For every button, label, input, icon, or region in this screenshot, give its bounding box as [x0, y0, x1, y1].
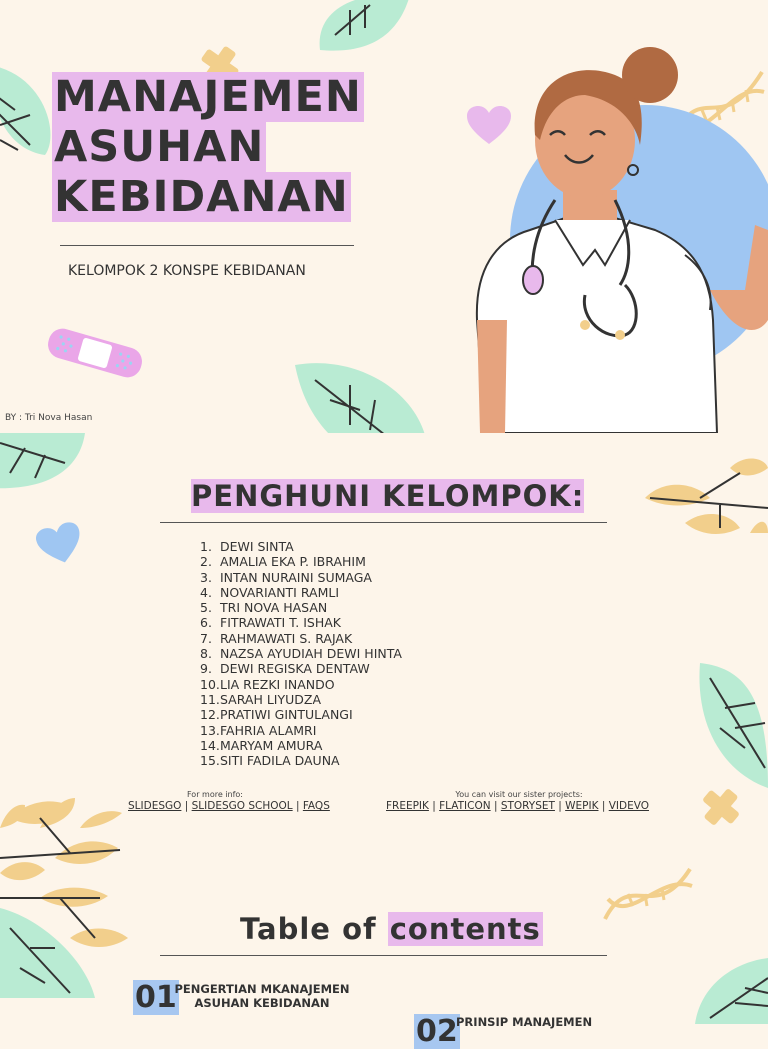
more-info-label: For more info: [186, 790, 243, 799]
list-item [200, 646, 402, 661]
list-item [200, 753, 402, 768]
list-item [200, 554, 402, 569]
title-line: ASUHAN [54, 122, 265, 172]
title-line: MANAJEMEN [54, 72, 362, 122]
divider [60, 245, 354, 246]
subtitle: KELOMPOK 2 KONSPE KEBIDANAN [68, 263, 306, 279]
member-number: 4. [200, 584, 212, 600]
member-name: MARYAM AMURA [220, 737, 323, 753]
more-info-links: SLIDESGO | SLIDESGO SCHOOL | FAQS [128, 800, 330, 812]
member-name: DEWI SINTA [220, 539, 294, 554]
member-number: 1. [200, 539, 212, 554]
member-number: 13. [200, 722, 220, 738]
nurse-illustration [455, 40, 768, 433]
member-name: LIA REZKI INANDO [220, 676, 335, 692]
toc-item-line: PENGERTIAN MKANAJEMEN [174, 982, 350, 996]
divider [160, 522, 607, 523]
toc-item-title [172, 982, 352, 1010]
member-number: 8. [200, 646, 212, 662]
slide-members [0, 433, 768, 828]
member-number: 2. [200, 554, 212, 570]
leaf-icon [690, 958, 768, 1024]
link-videvo[interactable]: VIDEVO [608, 800, 649, 812]
member-name: NAZSA AYUDIAH DEWI HINTA [220, 646, 402, 662]
member-name: INTAN NURAINI SUMAGA [220, 569, 372, 585]
member-name: SITI FADILA DAUNA [220, 753, 340, 769]
slide-title [0, 0, 768, 433]
toc-item-line: PRINSIP MANAJEMEN [456, 1015, 593, 1029]
toc-item[interactable] [414, 1015, 460, 1049]
leaf-icon [695, 658, 768, 788]
member-name: DEWI REGISKA DENTAW [220, 661, 370, 677]
link-slidesgo[interactable]: SLIDESGO [128, 800, 182, 812]
member-number: 5. [200, 600, 212, 616]
list-item [200, 661, 402, 676]
sister-project-links: FREEPIK | FLATICON | STORYSET | WEPIK | VIDEVO [386, 800, 649, 812]
dna-icon [600, 864, 695, 924]
divider [160, 955, 607, 956]
title-line: KEBIDANAN [54, 172, 349, 222]
link-slidesgo-school[interactable]: SLIDESGO SCHOOL [191, 800, 293, 812]
plus-icon [700, 786, 742, 828]
list-item [200, 539, 402, 554]
toc-item-line: ASUHAN KEBIDANAN [194, 996, 330, 1010]
list-item [200, 600, 402, 615]
link-storyset[interactable]: STORYSET [500, 800, 555, 812]
list-item [200, 585, 402, 600]
toc-item-number: 02 [416, 1014, 458, 1049]
member-name: TRI NOVA HASAN [220, 600, 328, 616]
member-number: 10. [200, 676, 220, 692]
leaf-icon [0, 55, 60, 165]
toc-heading-prefix: Table of [240, 912, 388, 946]
bandage-icon [42, 322, 148, 384]
list-item [200, 615, 402, 630]
list-item [200, 570, 402, 585]
leaf-icon [290, 355, 430, 435]
member-name: PRATIWI GINTULANGI [220, 707, 353, 723]
member-number: 12. [200, 707, 220, 723]
list-item [200, 723, 402, 738]
member-name: RAHMAWATI S. RAJAK [220, 630, 353, 646]
link-faqs[interactable]: FAQS [302, 800, 330, 812]
leaf-icon [640, 453, 768, 548]
leaf-icon [0, 433, 90, 493]
member-list [200, 539, 402, 768]
list-item [200, 707, 402, 722]
member-number: 14. [200, 737, 220, 753]
leaf-icon [315, 0, 410, 60]
leaf-icon [0, 798, 130, 998]
member-number: 7. [200, 630, 212, 646]
member-number: 15. [200, 753, 220, 769]
section-heading [191, 479, 584, 513]
link-flaticon[interactable]: FLATICON [439, 800, 491, 812]
toc-heading [240, 912, 543, 946]
link-wepik[interactable]: WEPIK [565, 800, 599, 812]
member-number: 11. [200, 691, 220, 707]
member-name: SARAH LIYUDZA [220, 691, 321, 707]
toc-heading-highlight: contents [389, 912, 541, 946]
member-name: NOVARIANTI RAMLI [220, 584, 340, 600]
heart-icon [36, 523, 84, 565]
slide-table-of-contents [0, 828, 768, 1049]
member-number: 3. [200, 569, 212, 585]
link-freepik[interactable]: FREEPIK [386, 800, 429, 812]
list-item [200, 631, 402, 646]
list-item [200, 677, 402, 692]
section-heading-text: PENGHUNI KELOMPOK: [191, 479, 585, 513]
member-number: 6. [200, 615, 212, 631]
toc-item-number: 01 [135, 980, 177, 1015]
list-item [200, 692, 402, 707]
list-item [200, 738, 402, 753]
page-title [52, 72, 364, 222]
member-name: FITRAWATI T. ISHAK [220, 615, 341, 631]
member-name: FAHRIA ALAMRI [220, 722, 317, 738]
author-byline: BY : Tri Nova Hasan [5, 413, 93, 423]
sister-projects-label: You can visit our sister projects: [455, 790, 583, 799]
member-name: AMALIA EKA P. IBRAHIM [220, 554, 366, 570]
member-number: 9. [200, 661, 212, 677]
toc-item-title [456, 1015, 601, 1029]
